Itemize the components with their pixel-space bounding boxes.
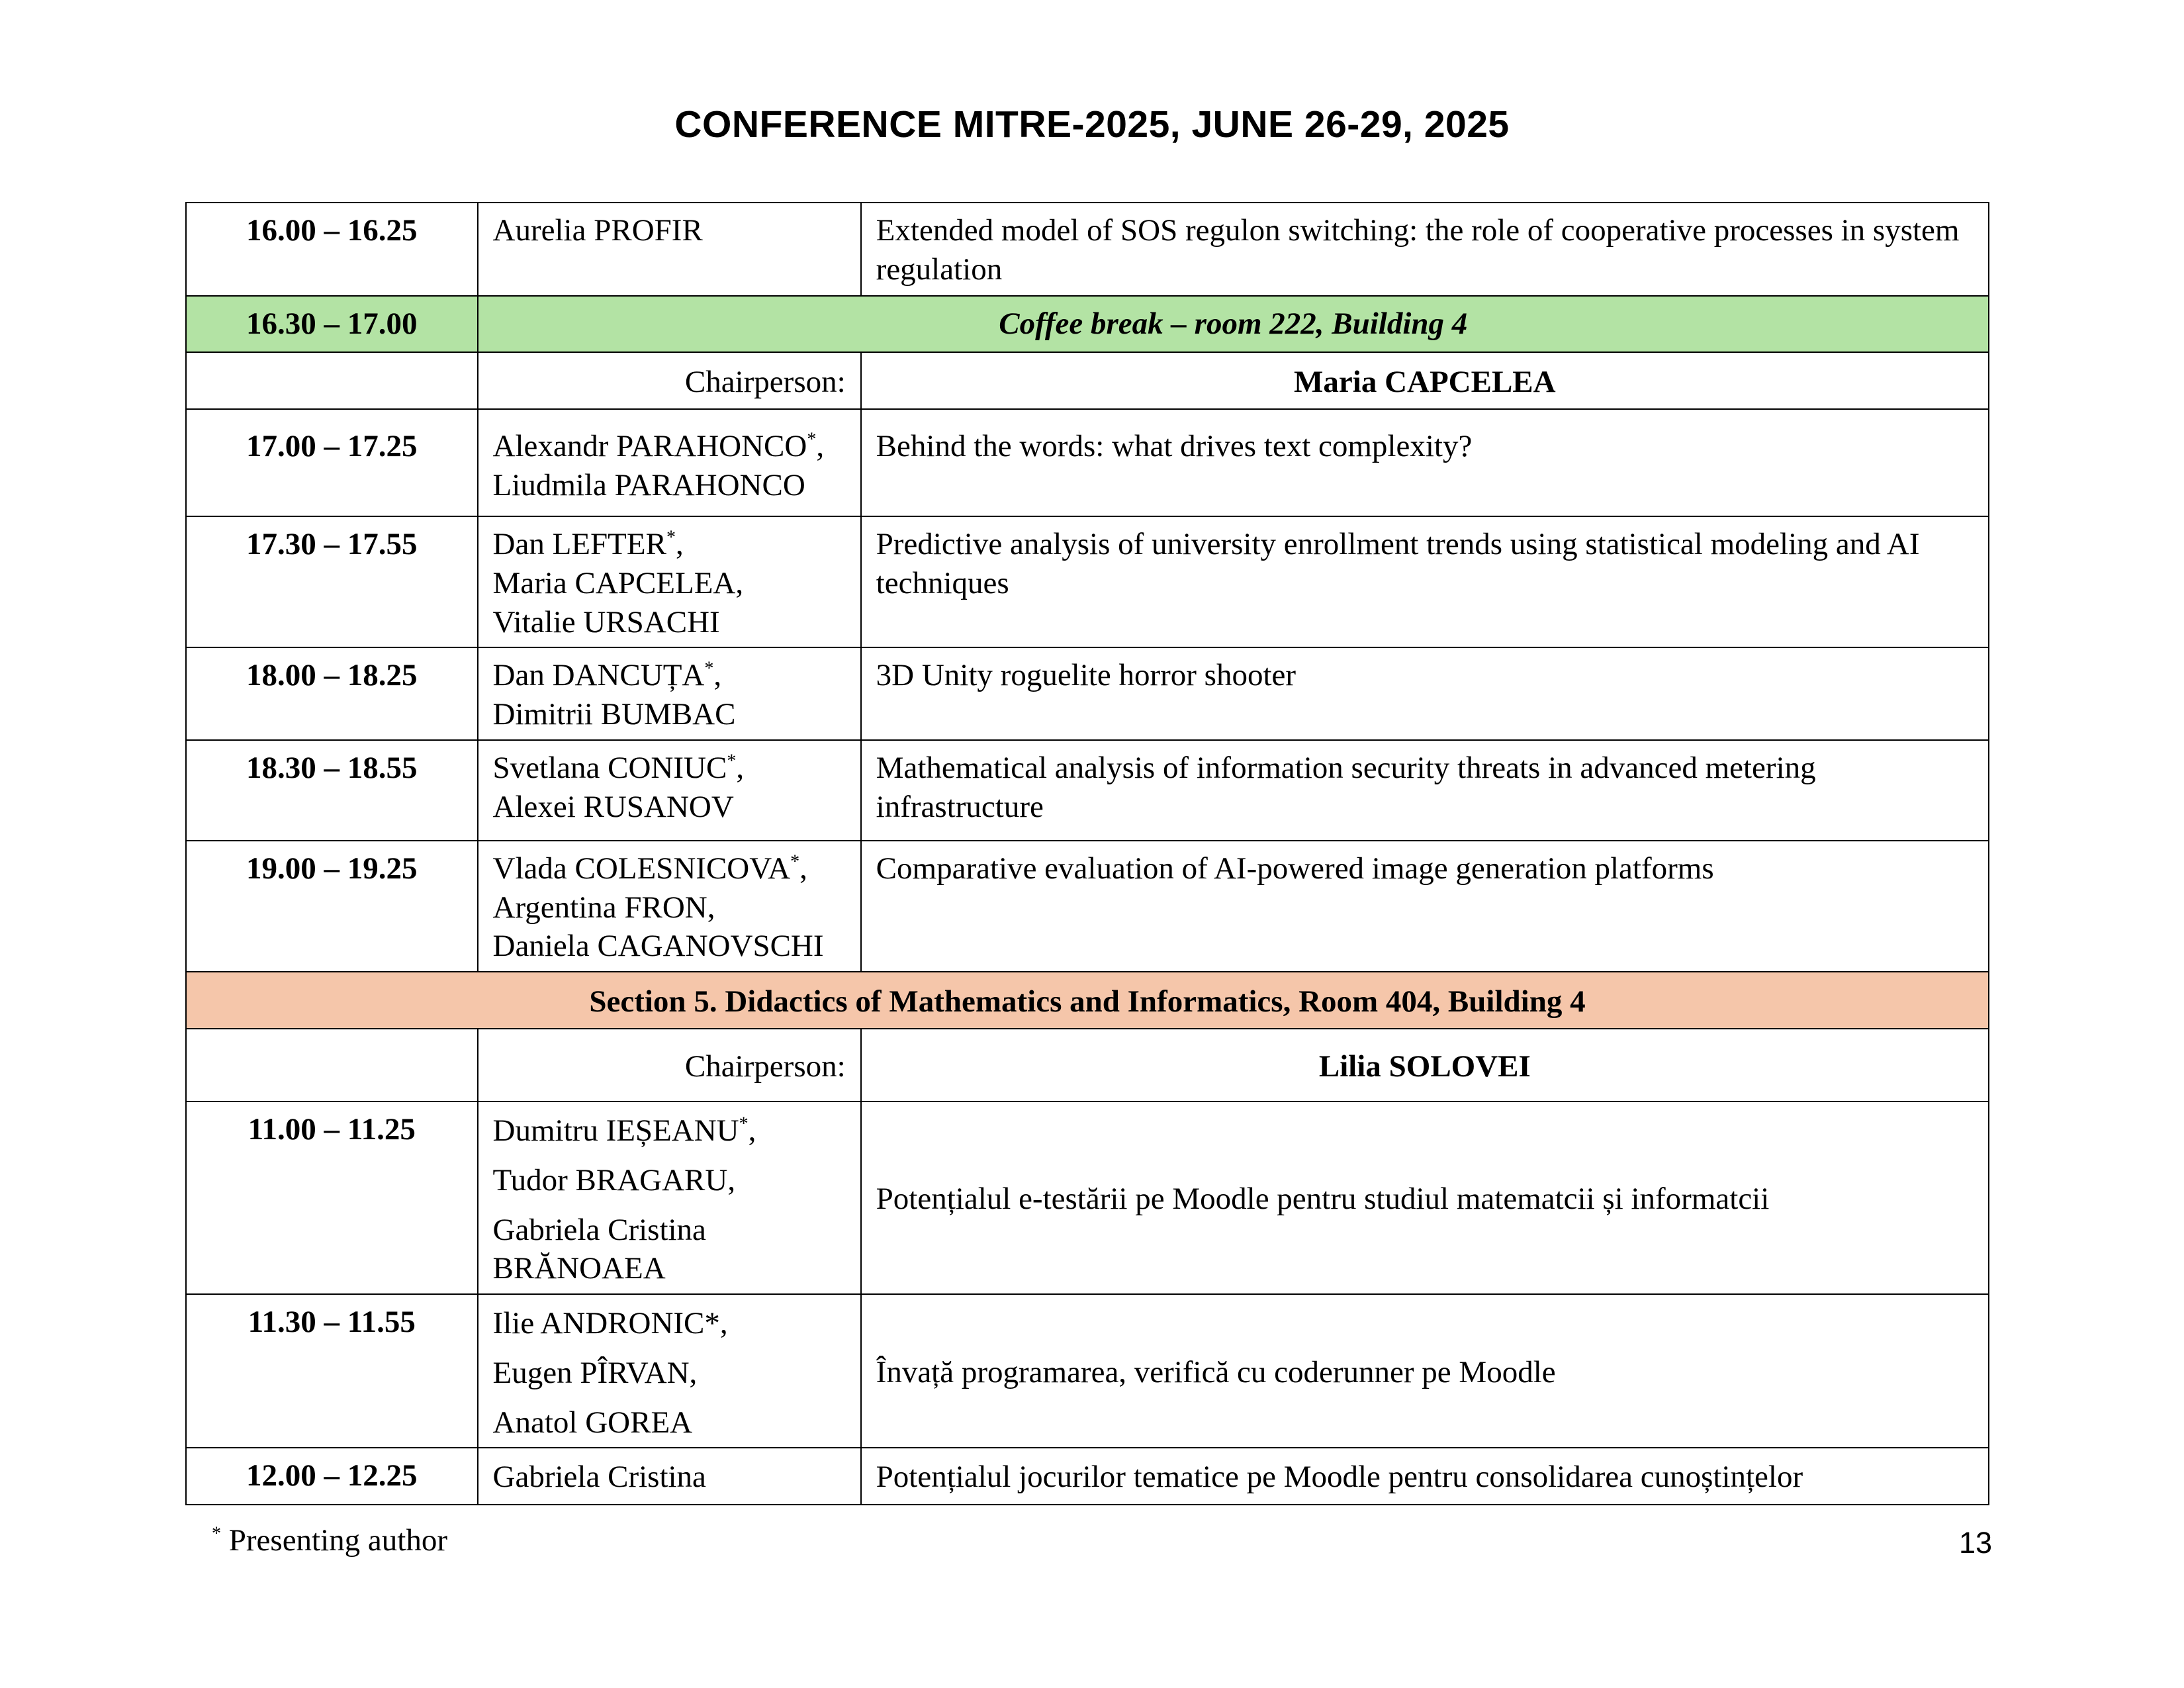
time-cell: 11.30 – 11.55	[186, 1294, 478, 1448]
talk-title: Mathematical analysis of information security threats in advanced metering infrastructure	[861, 740, 1989, 841]
talk-title: Predictive analysis of university enrollment trends using statistical modeling and AI techniques	[861, 516, 1989, 647]
chairperson-name: Lilia SOLOVEI	[861, 1029, 1989, 1102]
presenting-author-mark: *	[790, 851, 800, 872]
chairperson-row	[186, 352, 1989, 409]
authors-cell	[478, 841, 861, 972]
presenting-author-mark: *	[739, 1113, 749, 1135]
author-name: Svetlana CONIUC*,	[492, 750, 745, 785]
table-row	[186, 647, 1989, 740]
author-name: Argentina FRON,	[492, 890, 715, 925]
talk-title: Potențialul e-testării pe Moodle pentru studiul matematcii și informatcii	[861, 1102, 1989, 1294]
time-cell: 17.30 – 17.55	[186, 516, 478, 647]
coffee-break-row	[186, 296, 1989, 352]
presenting-author-mark: *	[704, 658, 714, 679]
time-cell: 17.00 – 17.25	[186, 409, 478, 516]
table-row	[186, 841, 1989, 972]
author-name: Daniela CAGANOVSCHI	[492, 929, 824, 964]
footnote-mark: *	[212, 1523, 221, 1544]
authors-cell	[478, 409, 861, 516]
time-cell: 16.30 – 17.00	[186, 296, 478, 352]
table-row	[186, 203, 1989, 296]
table-row	[186, 740, 1989, 841]
talk-title: Potențialul jocurilor tematice pe Moodle pentru consolidarea cunoștințelor	[861, 1448, 1989, 1505]
presenting-author-mark: *	[807, 429, 817, 450]
author-name: Alexei RUSANOV	[492, 789, 734, 824]
empty-cell	[186, 352, 478, 409]
author-name: Dimitrii BUMBAC	[492, 697, 736, 731]
section-header-row	[186, 972, 1989, 1029]
table-row	[186, 409, 1989, 516]
time-cell: 16.00 – 16.25	[186, 203, 478, 296]
table-row	[186, 1448, 1989, 1505]
time-cell: 12.00 – 12.25	[186, 1448, 478, 1505]
author-name: Eugen PÎRVAN,	[492, 1355, 698, 1390]
author-name: Gabriela Cristina BRĂNOAEA	[492, 1212, 706, 1286]
time-cell: 18.30 – 18.55	[186, 740, 478, 841]
authors-cell	[478, 1448, 861, 1505]
chairperson-row	[186, 1029, 1989, 1102]
author-name: Anatol GOREA	[492, 1405, 693, 1440]
section-title: Section 5. Didactics of Mathematics and Informatics, Room 404, Building 4	[186, 972, 1989, 1029]
author-name: Liudmila PARAHONCO	[492, 467, 805, 502]
author-name: Dan DANCUȚA*,	[492, 658, 722, 693]
footnote	[212, 1523, 447, 1558]
authors-cell	[478, 516, 861, 647]
talk-title: Învață programarea, verifică cu coderunner pe Moodle	[861, 1294, 1989, 1448]
page-title: CONFERENCE MITRE-2025, JUNE 26-29, 2025	[674, 103, 1510, 146]
footnote-text: Presenting author	[221, 1523, 447, 1558]
table-row	[186, 516, 1989, 647]
author-name: Aurelia PROFIR	[492, 213, 703, 248]
authors-cell	[478, 203, 861, 296]
coffee-break-label: Coffee break – room 222, Building 4	[478, 296, 1989, 352]
presenting-author-mark: *	[727, 751, 737, 772]
empty-cell	[186, 1029, 478, 1102]
chairperson-label: Chairperson:	[478, 352, 861, 409]
talk-title: 3D Unity roguelite horror shooter	[861, 647, 1989, 740]
authors-cell	[478, 1102, 861, 1294]
authors-cell	[478, 647, 861, 740]
talk-title: Behind the words: what drives text complexity?	[861, 409, 1989, 516]
author-name: Vlada COLESNICOVA*,	[492, 851, 807, 886]
table-row	[186, 1102, 1989, 1294]
authors-cell	[478, 740, 861, 841]
author-name: Dumitru IEȘEANU*,	[492, 1113, 756, 1148]
author-name: Alexandr PARAHONCO*,	[492, 429, 825, 463]
talk-title: Comparative evaluation of AI-powered image generation platforms	[861, 841, 1989, 972]
table-row	[186, 1294, 1989, 1448]
author-name: Dan LEFTER*,	[492, 527, 684, 561]
author-name: Tudor BRAGARU,	[492, 1162, 736, 1197]
author-name: Gabriela Cristina	[492, 1460, 706, 1495]
authors-cell	[478, 1294, 861, 1448]
author-name: Maria CAPCELEA,	[492, 565, 744, 600]
talk-title: Extended model of SOS regulon switching: the role of cooperative processes in system regulation	[861, 203, 1989, 296]
time-cell: 19.00 – 19.25	[186, 841, 478, 972]
chairperson-name: Maria CAPCELEA	[861, 352, 1989, 409]
presenting-author-mark: *	[666, 527, 676, 548]
time-cell: 11.00 – 11.25	[186, 1102, 478, 1294]
program-table	[185, 202, 1989, 1505]
author-name: Vitalie URSACHI	[492, 604, 720, 639]
time-cell: 18.00 – 18.25	[186, 647, 478, 740]
chairperson-label: Chairperson:	[478, 1029, 861, 1102]
page-number: 13	[1959, 1526, 1993, 1560]
author-name: Ilie ANDRONIC*,	[492, 1306, 728, 1340]
